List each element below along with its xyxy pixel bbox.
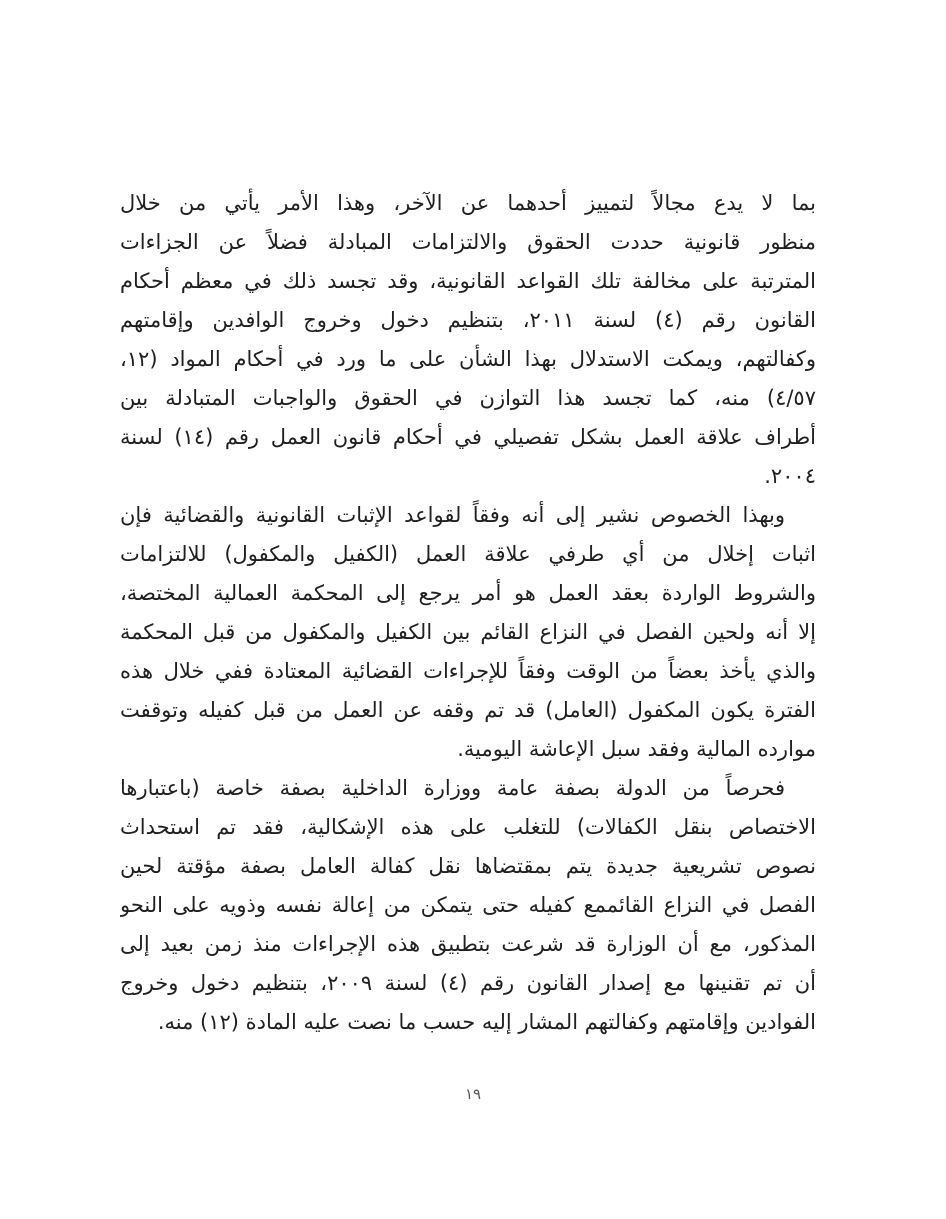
paragraph-3 <box>120 769 816 1042</box>
text-line: بما لا يدع مجالاً لتمييز أحدهما عن الآخر، وهذا الأمر يأتي من خلال <box>120 191 816 215</box>
text-line: والذي يأخذ بعضاً من الوقت وفقاً للإجراءات القضائية المعتادة ففي خلال هذه <box>120 659 816 683</box>
text-line: والشروط الواردة بعقد العمل هو أمر يرجع إلى المحكمة العمالية المختصة، <box>120 581 816 605</box>
text-line: ٤/٥٧) منه، كما تجسد هذا التوازن في الحقوق والواجبات المتبادلة بين <box>120 386 816 410</box>
page-number: ١٩ <box>464 1085 482 1103</box>
text-line: ٢٠٠٤. <box>764 464 816 488</box>
text-line: الاختصاص بنقل الكفالات) للتغلب على هذه الإشكالية، فقد تم استحداث <box>120 815 816 839</box>
paragraph-1 <box>120 184 816 496</box>
text-line: الفصل في النزاع القائممع كفيله حتى يتمكن من إعالة نفسه وذويه على النحو <box>120 893 816 917</box>
text-line: الفترة يكون المكفول (العامل) قد تم وقفه عن العمل من قبل كفيله وتوقفت <box>120 698 816 722</box>
paragraph-2 <box>120 496 816 769</box>
text-line: إلا أنه ولحين الفصل في النزاع القائم بين الكفيل والمكفول من قبل المحكمة <box>120 620 816 644</box>
text-line: أن تم تقنينها مع إصدار القانون رقم (٤) لسنة ٢٠٠٩، بتنظيم دخول وخروج <box>120 971 816 995</box>
body-text <box>120 184 816 1042</box>
text-line: اثبات إخلال من أي طرفي علاقة العمل (الكفيل والمكفول) للالتزامات <box>120 542 816 566</box>
text-line: فحرصاً من الدولة بصفة عامة ووزارة الداخلية بصفة خاصة (باعتبارها <box>120 776 785 800</box>
text-line: المترتبة على مخالفة تلك القواعد القانونية، وقد تجسد ذلك في معظم أحكام <box>120 269 816 293</box>
text-line: منظور قانونية حددت الحقوق والالتزامات المبادلة فضلاً عن الجزاءات <box>120 230 816 254</box>
text-line: أطراف علاقة العمل بشكل تفصيلي في أحكام قانون العمل رقم (١٤) لسنة <box>120 425 816 449</box>
text-line: موارده المالية وفقد سبل الإعاشة اليومية. <box>457 737 816 761</box>
text-line: الفوادين وإقامتهم وكفالتهم المشار إليه حسب ما نصت عليه المادة (١٢) منه. <box>157 1010 816 1034</box>
text-line: المذكور، مع أن الوزارة قد شرعت بتطبيق هذه الإجراءات منذ زمن بعيد إلى <box>120 932 816 956</box>
text-line: القانون رقم (٤) لسنة ٢٠١١، بتنظيم دخول وخروج الوافدين وإقامتهم <box>120 308 816 332</box>
text-line: وكفالتهم، ويمكت الاستدلال بهذا الشأن على ما ورد في أحكام المواد (١٢، <box>120 347 816 371</box>
text-line: نصوص تشريعية جديدة يتم بمقتضاها نقل كفالة العامل بصفة مؤقتة لحين <box>120 854 816 878</box>
text-line: وبهذا الخصوص نشير إلى أنه وفقاً لقواعد الإثبات القانونية والقضائية فإن <box>120 503 785 527</box>
